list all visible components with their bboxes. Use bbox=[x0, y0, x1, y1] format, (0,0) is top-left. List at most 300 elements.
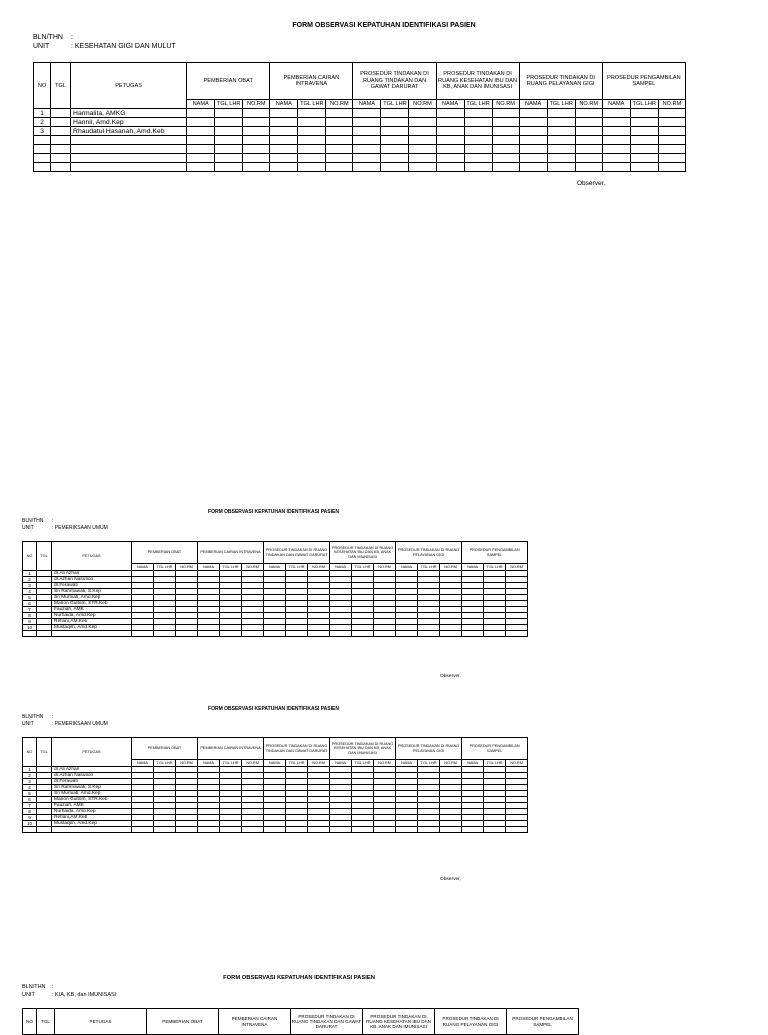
sub-tgl-lhr: TGL LHR bbox=[220, 760, 242, 767]
observation-cell bbox=[436, 136, 464, 145]
observation-cell bbox=[492, 118, 519, 127]
row-no: 1 bbox=[23, 767, 37, 773]
observation-cell bbox=[242, 631, 264, 637]
observation-cell bbox=[436, 145, 464, 154]
table-row bbox=[34, 145, 686, 154]
row-petugas-name bbox=[71, 154, 187, 163]
observation-cell bbox=[547, 127, 575, 136]
observation-cell bbox=[418, 827, 440, 833]
observation-table bbox=[22, 1008, 579, 1035]
observation-cell bbox=[132, 631, 154, 637]
sub-no-rm: NO.RM bbox=[308, 760, 330, 767]
sub-tgl-lhr: TGL LHR bbox=[154, 564, 176, 571]
observation-cell bbox=[630, 163, 658, 172]
observation-table bbox=[22, 541, 528, 637]
row-no: 4 bbox=[23, 589, 37, 595]
sub-nama: NAMA bbox=[330, 760, 352, 767]
header-tindakan-kia: PROSEDUR TINDAKAN DI RUANG KESEHATAN IBU DAN KB, ANAK DAN IMUNISASI bbox=[436, 63, 519, 100]
sub-tgl-lhr: TGL LHR bbox=[547, 100, 575, 109]
observation-cell bbox=[352, 631, 374, 637]
row-petugas-name: Sri Murniati, Amd.Kep bbox=[52, 791, 132, 797]
table-body bbox=[23, 571, 528, 637]
observation-cell bbox=[270, 127, 298, 136]
header-tgl: TGL bbox=[37, 738, 52, 767]
sub-no-rm: NO.RM bbox=[308, 564, 330, 571]
header-no: NO bbox=[23, 1009, 37, 1035]
sub-nama: NAMA bbox=[198, 564, 220, 571]
bln-thn-value: : bbox=[52, 518, 54, 524]
observation-table bbox=[33, 62, 686, 172]
header-tindakan-kia: PROSEDUR TINDAKAN DI RUANG KESEHATAN IBU DAN KB, ANAK DAN IMUNISASI bbox=[330, 738, 396, 760]
observation-cell bbox=[658, 136, 685, 145]
observation-cell bbox=[658, 163, 685, 172]
sub-no-rm: NO.RM bbox=[506, 564, 528, 571]
header-pengambilan-sampel: PROSEDUR PENGAMBILAN SAMPEL bbox=[462, 542, 528, 564]
sub-tgl-lhr: TGL LHR bbox=[630, 100, 658, 109]
unit-label: UNIT bbox=[22, 525, 34, 531]
observation-cell bbox=[286, 827, 308, 833]
observation-cell bbox=[658, 127, 685, 136]
observation-cell bbox=[154, 631, 176, 637]
observation-cell bbox=[519, 109, 547, 118]
sub-tgl-lhr: TGL LHR bbox=[215, 100, 243, 109]
header-petugas: PETUGAS bbox=[52, 542, 132, 571]
observation-cell bbox=[630, 136, 658, 145]
observation-cell bbox=[243, 145, 270, 154]
row-petugas-name: dr.Ferawati bbox=[52, 583, 132, 589]
observation-cell bbox=[353, 109, 381, 118]
sub-nama: NAMA bbox=[330, 564, 352, 571]
observation-cell bbox=[198, 631, 220, 637]
row-petugas-name: dr.Ferawati bbox=[52, 779, 132, 785]
observation-cell bbox=[396, 631, 418, 637]
observation-cell bbox=[215, 136, 243, 145]
header-tgl: TGL bbox=[37, 542, 52, 571]
bln-thn-line bbox=[22, 714, 53, 720]
header-petugas: PETUGAS bbox=[52, 738, 132, 767]
row-petugas-name: Sri Rahmawati, S.Kep bbox=[52, 785, 132, 791]
observation-cell bbox=[326, 109, 353, 118]
observation-cell bbox=[381, 136, 409, 145]
observation-cell bbox=[374, 827, 396, 833]
observation-cell bbox=[630, 118, 658, 127]
row-petugas-name: dr.Azhari Nasution bbox=[52, 773, 132, 779]
observation-cell bbox=[602, 145, 630, 154]
sub-nama: NAMA bbox=[132, 760, 154, 767]
observation-cell bbox=[353, 136, 381, 145]
table-row bbox=[23, 827, 528, 833]
unit-value: : PEMERIKSAAN UMUM bbox=[52, 525, 108, 531]
observation-cell bbox=[270, 136, 298, 145]
observation-cell bbox=[353, 145, 381, 154]
observation-cell bbox=[547, 163, 575, 172]
bln-thn-label: BLN/THN bbox=[22, 518, 44, 524]
observation-cell bbox=[298, 118, 326, 127]
observation-cell bbox=[353, 163, 381, 172]
row-no: 10 bbox=[23, 625, 37, 631]
unit-label: UNIT bbox=[22, 992, 35, 998]
sub-nama: NAMA bbox=[198, 760, 220, 767]
header-tindakan-kia: PROSEDUR TINDAKAN DI RUANG KESEHATAN IBU DAN KB, ANAK DAN IMUNISASI bbox=[363, 1009, 435, 1035]
row-tgl-cell bbox=[51, 118, 71, 127]
observation-cell bbox=[409, 127, 436, 136]
sub-no-rm: NO.RM bbox=[176, 564, 198, 571]
sub-tgl-lhr: TGL LHR bbox=[352, 760, 374, 767]
observation-cell bbox=[270, 154, 298, 163]
observation-cell bbox=[187, 136, 215, 145]
row-no: 2 bbox=[34, 118, 51, 127]
observation-cell bbox=[575, 136, 602, 145]
header-pemberian-obat: PEMBERIAN OBAT bbox=[187, 63, 270, 100]
row-no: 10 bbox=[23, 821, 37, 827]
row-petugas-name: Nurhaida, Amd.Kep bbox=[52, 809, 132, 815]
observation-cell bbox=[492, 136, 519, 145]
observation-cell bbox=[352, 827, 374, 833]
row-petugas-name: dr.Azhari Nasution bbox=[52, 577, 132, 583]
row-petugas-name: Refiani,AM.Keb bbox=[52, 619, 132, 625]
sub-tgl-lhr: TGL LHR bbox=[298, 100, 326, 109]
observation-cell bbox=[243, 163, 270, 172]
observation-cell bbox=[374, 631, 396, 637]
header-pemberian-obat: PEMBERIAN OBAT bbox=[132, 542, 198, 564]
unit-value: : KIA, KB, dan IMUNISASI bbox=[52, 992, 117, 998]
row-no bbox=[34, 154, 51, 163]
observation-cell bbox=[630, 145, 658, 154]
row-petugas-name: Rhaudatul Hasanah, Amd.Keb bbox=[71, 127, 187, 136]
bln-thn-label: BLN/THN bbox=[22, 714, 44, 720]
form-title: FORM OBSERVASI KEPATUHAN IDENTIFIKASI PASIEN bbox=[208, 509, 339, 515]
header-pemberian-cairan: PEMBERIAN CAIRAN INTRAVENA bbox=[219, 1009, 291, 1035]
sub-no-rm: NO.RM bbox=[658, 100, 685, 109]
observation-cell bbox=[132, 827, 154, 833]
row-petugas-name bbox=[52, 631, 132, 637]
observation-cell bbox=[187, 109, 215, 118]
row-petugas-name: dr.Ali Azhari bbox=[52, 767, 132, 773]
observation-cell bbox=[215, 145, 243, 154]
row-no: 6 bbox=[23, 601, 37, 607]
observation-cell bbox=[484, 827, 506, 833]
observation-cell bbox=[326, 127, 353, 136]
table-row bbox=[34, 136, 686, 145]
sub-nama: NAMA bbox=[132, 564, 154, 571]
unit-line bbox=[33, 43, 176, 50]
header-pengambilan-sampel: PROSEDUR PENGAMBILAN SAMPEL bbox=[462, 738, 528, 760]
observation-cell bbox=[575, 118, 602, 127]
sub-tgl-lhr: TGL LHR bbox=[286, 564, 308, 571]
form-title: FORM OBSERVASI KEPATUHAN IDENTIFIKASI PASIEN bbox=[208, 706, 339, 712]
observation-cell bbox=[220, 827, 242, 833]
observation-cell bbox=[381, 109, 409, 118]
observation-cell bbox=[353, 154, 381, 163]
row-petugas-name: Mustaqim, Amd.Kep bbox=[52, 625, 132, 631]
unit-label: UNIT bbox=[33, 43, 50, 50]
bln-thn-line bbox=[22, 984, 54, 990]
row-no: 2 bbox=[23, 577, 37, 583]
header-tindakan-gigi: PROSEDUR TINDAKAN DI RUANG PELAYANAN GIGI bbox=[396, 542, 462, 564]
header-pemberian-obat: PEMBERIAN OBAT bbox=[147, 1009, 219, 1035]
sub-no-rm: NO.RM bbox=[326, 100, 353, 109]
unit-label: UNIT bbox=[22, 721, 34, 727]
row-petugas-name: Mustaqim, Amd.Kep bbox=[52, 821, 132, 827]
row-no: 7 bbox=[23, 607, 37, 613]
row-no: 5 bbox=[23, 595, 37, 601]
sub-tgl-lhr: TGL LHR bbox=[484, 564, 506, 571]
observation-cell bbox=[575, 154, 602, 163]
observation-cell bbox=[298, 154, 326, 163]
observation-cell bbox=[243, 154, 270, 163]
observation-cell bbox=[330, 631, 352, 637]
sub-no-rm: NO.RM bbox=[242, 760, 264, 767]
sub-nama: NAMA bbox=[462, 760, 484, 767]
observation-cell bbox=[298, 127, 326, 136]
row-petugas-name: Fauziah, AMK bbox=[52, 803, 132, 809]
observation-cell bbox=[440, 827, 462, 833]
observation-cell bbox=[187, 145, 215, 154]
observation-cell bbox=[409, 109, 436, 118]
observation-cell bbox=[462, 827, 484, 833]
row-tgl-cell bbox=[51, 163, 71, 172]
observation-cell bbox=[519, 154, 547, 163]
unit-value: : KESEHATAN GIGI DAN MULUT bbox=[71, 43, 176, 50]
sub-no-rm: NO.RM bbox=[440, 760, 462, 767]
row-no bbox=[34, 163, 51, 172]
observation-cell bbox=[298, 136, 326, 145]
sub-tgl-lhr: TGL LHR bbox=[418, 760, 440, 767]
observation-cell bbox=[326, 118, 353, 127]
observation-cell bbox=[602, 136, 630, 145]
observation-cell bbox=[658, 154, 685, 163]
sub-no-rm: NO.RM bbox=[374, 760, 396, 767]
bln-thn-value: : bbox=[52, 714, 54, 720]
observation-cell bbox=[602, 118, 630, 127]
sub-nama: NAMA bbox=[436, 100, 464, 109]
observer-label: Observer, bbox=[440, 674, 461, 679]
observation-cell bbox=[298, 163, 326, 172]
sub-no-rm: NO.RM bbox=[374, 564, 396, 571]
observation-cell bbox=[215, 163, 243, 172]
unit-line bbox=[22, 721, 108, 727]
sub-tgl-lhr: TGL LHR bbox=[381, 100, 409, 109]
observation-cell bbox=[519, 136, 547, 145]
row-petugas-name: Marion Gultom, STR.Keb bbox=[52, 797, 132, 803]
header-no: NO bbox=[23, 542, 37, 571]
observation-cell bbox=[270, 118, 298, 127]
observation-cell bbox=[308, 827, 330, 833]
row-petugas-name: Marion Gultom, STR.Keb bbox=[52, 601, 132, 607]
row-petugas-name: Refiani,AM.Keb bbox=[52, 815, 132, 821]
header-tindakan-gigi: PROSEDUR TINDAKAN DI RUANG PELAYANAN GIGI bbox=[435, 1009, 507, 1035]
observer-label: Observer, bbox=[577, 180, 606, 187]
header-no: NO bbox=[23, 738, 37, 767]
sub-nama: NAMA bbox=[270, 100, 298, 109]
row-no: 3 bbox=[23, 779, 37, 785]
observation-cell bbox=[658, 109, 685, 118]
header-tindakan-gigi: PROSEDUR TINDAKAN DI RUANG PELAYANAN GIGI bbox=[519, 63, 602, 100]
observation-cell bbox=[602, 127, 630, 136]
table-row bbox=[23, 631, 528, 637]
observation-cell bbox=[547, 145, 575, 154]
row-no bbox=[34, 136, 51, 145]
row-no bbox=[34, 145, 51, 154]
observation-cell bbox=[464, 127, 492, 136]
observation-cell bbox=[492, 109, 519, 118]
row-petugas-name: Hannil, Amd.Kep bbox=[71, 118, 187, 127]
table-row bbox=[34, 118, 686, 127]
observation-cell bbox=[547, 154, 575, 163]
header-pemberian-obat: PEMBERIAN OBAT bbox=[132, 738, 198, 760]
sub-nama: NAMA bbox=[264, 760, 286, 767]
observation-cell bbox=[602, 163, 630, 172]
observation-cell bbox=[436, 127, 464, 136]
row-no: 3 bbox=[34, 127, 51, 136]
row-no: 5 bbox=[23, 791, 37, 797]
row-no: 7 bbox=[23, 803, 37, 809]
bln-thn-label: BLN/THN bbox=[33, 34, 63, 41]
observation-cell bbox=[602, 154, 630, 163]
sub-nama: NAMA bbox=[396, 564, 418, 571]
sub-nama: NAMA bbox=[396, 760, 418, 767]
header-tindakan-gawat-darurat: PROSEDUR TINDAKAN DI RUANG TINDAKAN DAN GAWAT DARURAT bbox=[353, 63, 436, 100]
observation-cell bbox=[484, 631, 506, 637]
observation-cell bbox=[575, 163, 602, 172]
observation-cell bbox=[658, 145, 685, 154]
observation-cell bbox=[409, 118, 436, 127]
row-petugas-name: Fauziah, AMK bbox=[52, 607, 132, 613]
sub-nama: NAMA bbox=[462, 564, 484, 571]
sub-no-rm: NO.RM bbox=[242, 564, 264, 571]
row-petugas-name: Nurhaida, Amd.Kep bbox=[52, 613, 132, 619]
observation-cell bbox=[547, 118, 575, 127]
observation-cell bbox=[575, 127, 602, 136]
observation-cell bbox=[630, 109, 658, 118]
header-tindakan-gawat-darurat: PROSEDUR TINDAKAN DI RUANG TINDAKAN DAN GAWAT DARURAT bbox=[264, 738, 330, 760]
observer-label: Observer, bbox=[440, 877, 461, 882]
observation-cell bbox=[440, 631, 462, 637]
bln-thn-line bbox=[22, 518, 53, 524]
observation-cell bbox=[506, 827, 528, 833]
row-no: 8 bbox=[23, 809, 37, 815]
observation-cell bbox=[464, 154, 492, 163]
header-no: NO bbox=[34, 63, 51, 109]
observation-cell bbox=[243, 109, 270, 118]
sub-no-rm: NO.RM bbox=[176, 760, 198, 767]
header-tgl: TGL bbox=[51, 63, 71, 109]
row-petugas-name: dr.Ali Azhari bbox=[52, 571, 132, 577]
row-tgl-cell bbox=[51, 136, 71, 145]
observation-cell bbox=[286, 631, 308, 637]
observation-cell bbox=[575, 109, 602, 118]
header-tindakan-gigi: PROSEDUR TINDAKAN DI RUANG PELAYANAN GIGI bbox=[396, 738, 462, 760]
observation-cell bbox=[436, 154, 464, 163]
header-pengambilan-sampel: PROSEDUR PENGAMBILAN SAMPEL bbox=[507, 1009, 579, 1035]
sub-no-rm: NO.RM bbox=[575, 100, 602, 109]
observation-cell bbox=[326, 154, 353, 163]
observation-cell bbox=[462, 631, 484, 637]
observation-cell bbox=[187, 118, 215, 127]
sub-tgl-lhr: TGL LHR bbox=[464, 100, 492, 109]
sub-nama: NAMA bbox=[602, 100, 630, 109]
observation-cell bbox=[630, 127, 658, 136]
observation-cell bbox=[409, 136, 436, 145]
form-title: FORM OBSERVASI KEPATUHAN IDENTIFIKASI PASIEN bbox=[292, 22, 476, 29]
row-no: 2 bbox=[23, 773, 37, 779]
observation-cell bbox=[464, 118, 492, 127]
observation-cell bbox=[519, 145, 547, 154]
observation-cell bbox=[409, 163, 436, 172]
observation-cell bbox=[298, 145, 326, 154]
observation-cell bbox=[418, 631, 440, 637]
table-body bbox=[23, 767, 528, 833]
observation-cell bbox=[464, 145, 492, 154]
observation-cell bbox=[215, 154, 243, 163]
bln-thn-value: : bbox=[52, 984, 54, 990]
observation-cell bbox=[381, 163, 409, 172]
observation-cell bbox=[436, 109, 464, 118]
row-tgl-cell bbox=[51, 127, 71, 136]
sub-tgl-lhr: TGL LHR bbox=[220, 564, 242, 571]
row-petugas-name: Sri Murniati, Amd.Kep bbox=[52, 595, 132, 601]
row-petugas-name: Sri Rahmawati, S.Kep bbox=[52, 589, 132, 595]
observation-cell bbox=[176, 631, 198, 637]
observation-cell bbox=[264, 827, 286, 833]
observation-cell bbox=[409, 145, 436, 154]
observation-cell bbox=[381, 154, 409, 163]
row-petugas-name bbox=[52, 827, 132, 833]
header-pemberian-cairan: PEMBERIAN CAIRAN INTRAVENA bbox=[198, 542, 264, 564]
observation-cell bbox=[381, 118, 409, 127]
bln-thn-value: : bbox=[71, 34, 73, 41]
observation-cell bbox=[630, 154, 658, 163]
observation-cell bbox=[381, 145, 409, 154]
observation-cell bbox=[220, 631, 242, 637]
row-no bbox=[23, 631, 37, 637]
observation-cell bbox=[519, 163, 547, 172]
observation-cell bbox=[464, 109, 492, 118]
table-row bbox=[34, 163, 686, 172]
observation-cell bbox=[547, 109, 575, 118]
observation-cell bbox=[326, 136, 353, 145]
observation-cell bbox=[658, 118, 685, 127]
observation-cell bbox=[492, 154, 519, 163]
table-row bbox=[34, 109, 686, 118]
observation-cell bbox=[381, 127, 409, 136]
observation-cell bbox=[270, 109, 298, 118]
sub-tgl-lhr: TGL LHR bbox=[154, 760, 176, 767]
observation-cell bbox=[492, 145, 519, 154]
observation-cell bbox=[353, 118, 381, 127]
row-petugas-name bbox=[71, 145, 187, 154]
sub-tgl-lhr: TGL LHR bbox=[352, 564, 374, 571]
observation-cell bbox=[215, 109, 243, 118]
observation-cell bbox=[492, 127, 519, 136]
row-petugas-name: Harmalita, AMKG bbox=[71, 109, 187, 118]
observation-cell bbox=[198, 827, 220, 833]
sub-nama: NAMA bbox=[187, 100, 215, 109]
observation-cell bbox=[264, 631, 286, 637]
observation-cell bbox=[396, 827, 418, 833]
row-no: 3 bbox=[23, 583, 37, 589]
sub-nama: NAMA bbox=[519, 100, 547, 109]
observation-cell bbox=[575, 145, 602, 154]
sub-tgl-lhr: TGL LHR bbox=[484, 760, 506, 767]
row-no: 8 bbox=[23, 613, 37, 619]
sub-no-rm: NO.RM bbox=[506, 760, 528, 767]
observation-cell bbox=[187, 154, 215, 163]
observation-cell bbox=[243, 127, 270, 136]
row-tgl-cell bbox=[51, 154, 71, 163]
observation-cell bbox=[602, 109, 630, 118]
header-pemberian-cairan: PEMBERIAN CAIRAN INTRAVENA bbox=[198, 738, 264, 760]
